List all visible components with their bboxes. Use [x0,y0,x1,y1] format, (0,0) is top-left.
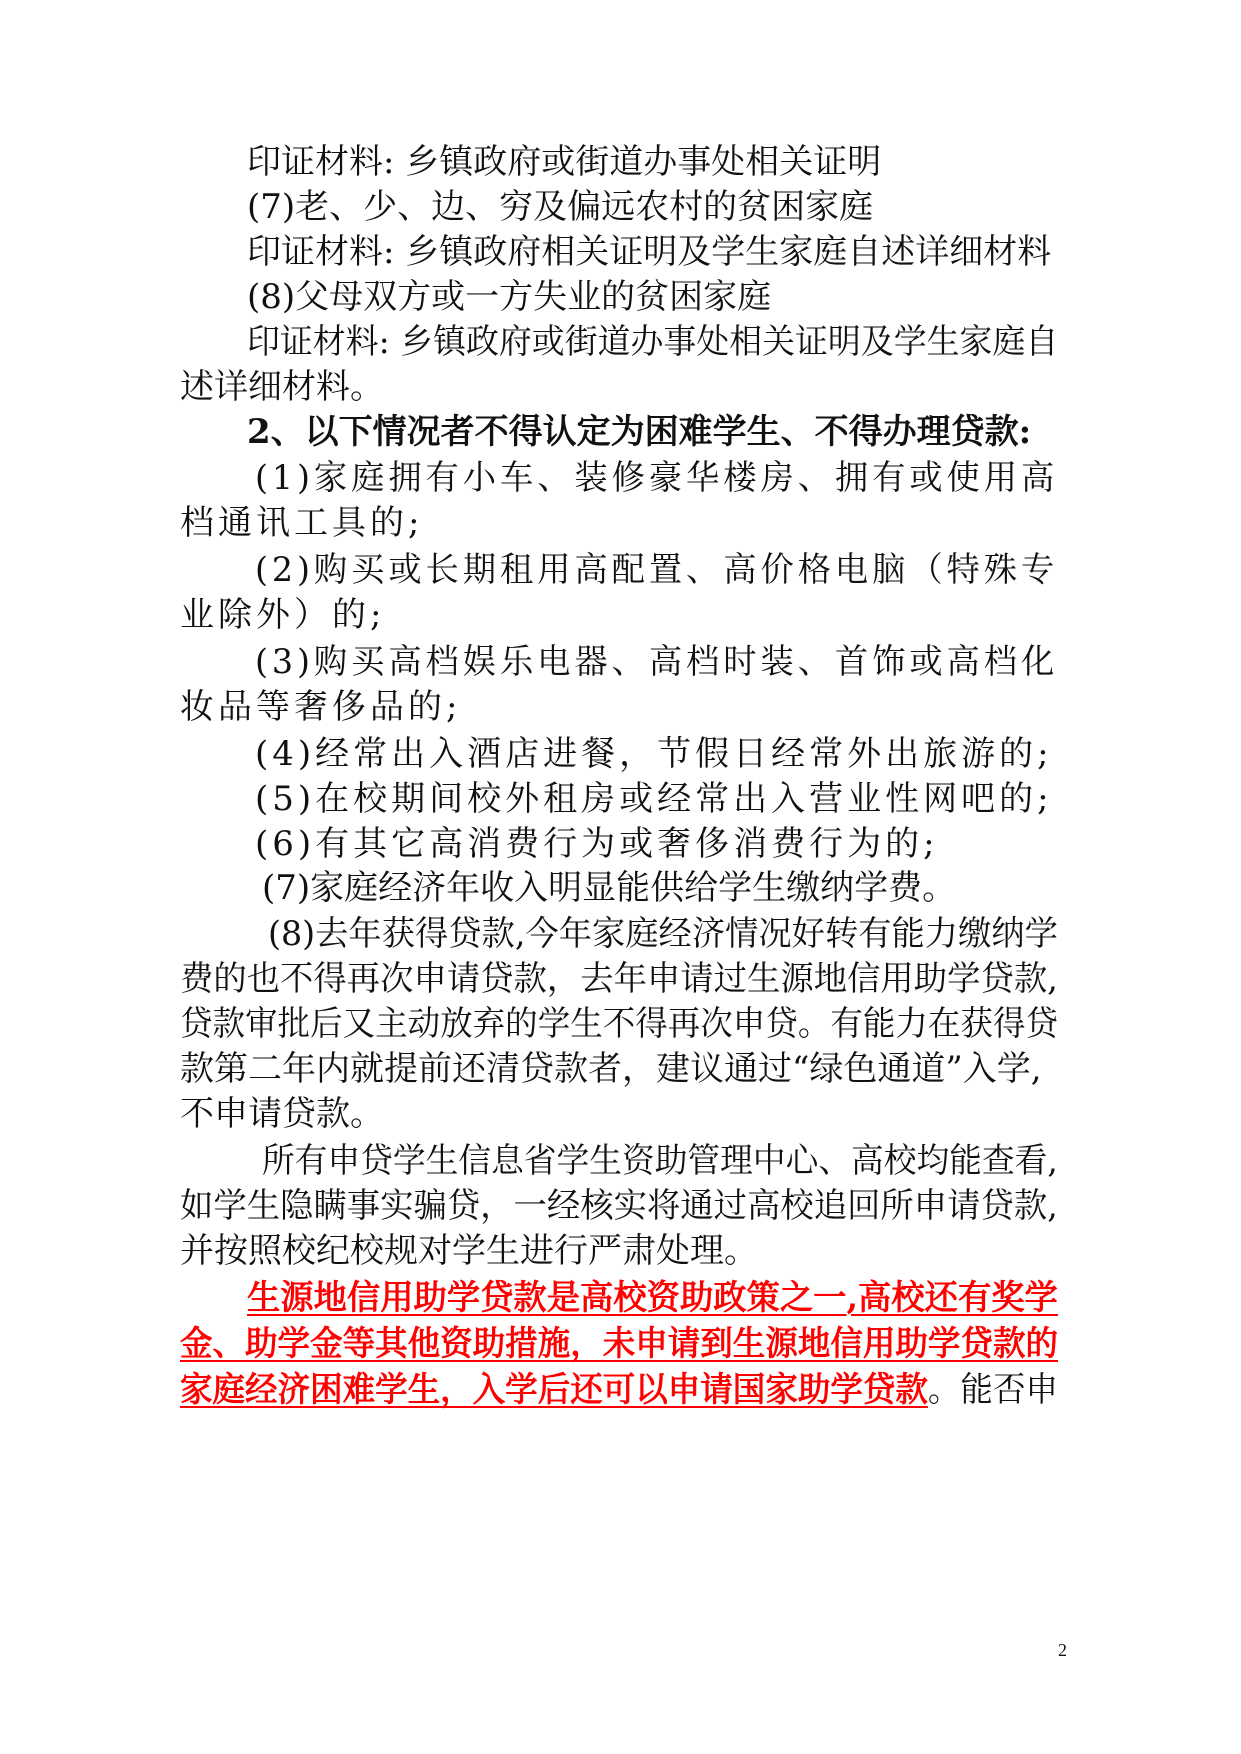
text-line: (7)老、少、边、穷及偏远农村的贫困家庭 [247,187,874,227]
text-line-mixed [180,1368,1058,1412]
highlighted-text-span: 家庭经济困难学生，入学后还可以申请国家助学贷款 [180,1370,928,1410]
text-line: (8)去年获得贷款,今年家庭经济情况好转有能力缴纳学 [268,914,1058,954]
text-line: (6)有其它高消费行为或奢侈消费行为的; [255,824,939,864]
text-line: (2)购买或长期租用高配置、高价格电脑（特殊专 [255,550,1059,590]
text-line: 印证材料: 乡镇政府或街道办事处相关证明及学生家庭自 [247,322,1059,362]
text-line: (5)在校期间校外租房或经常出入营业性网吧的; [255,779,1053,819]
highlighted-text-line: 生源地信用助学贷款是高校资助政策之一,高校还有奖学 [247,1278,1058,1318]
text-line: 业除外）的; [180,595,386,635]
text-line: (8)父母双方或一方失业的贫困家庭 [247,277,772,317]
text-line: (3)购买高档娱乐电器、高档时装、首饰或高档化 [255,642,1059,682]
text-line: 述详细材料。 [180,367,384,407]
text-line: 妆品等奢侈品的; [180,687,462,727]
text-line: 印证材料: 乡镇政府或街道办事处相关证明 [247,142,882,182]
page-number: 2 [1058,1640,1067,1660]
text-line: 并按照校纪校规对学生进行严肃处理。 [180,1231,758,1271]
text-line: 印证材料: 乡镇政府相关证明及学生家庭自述详细材料 [247,232,1052,272]
section-heading: 2、以下情况者不得认定为困难学生、不得办理贷款: [247,412,1032,452]
text-span: 。能否申 [927,1370,1058,1410]
text-line: (7)家庭经济年收入明显能供给学生缴纳学费。 [262,868,957,908]
text-line: 不申请贷款。 [180,1094,384,1134]
text-line: (1)家庭拥有小车、装修豪华楼房、拥有或使用高 [255,458,1059,498]
text-line: (4)经常出入酒店进餐，节假日经常外出旅游的; [255,734,1053,774]
text-line: 款第二年内就提前还清贷款者，建议通过“绿色通道”入学, [180,1049,1042,1089]
highlighted-text-line: 金、助学金等其他资助措施，未申请到生源地信用助学贷款的 [180,1324,1058,1364]
text-line: 费的也不得再次申请贷款，去年申请过生源地信用助学贷款, [180,959,1058,999]
text-line: 所有申贷学生信息省学生资助管理中心、高校均能查看, [262,1141,1058,1181]
text-line: 贷款审批后又主动放弃的学生不得再次申贷。有能力在获得贷 [180,1004,1058,1044]
text-line: 档通讯工具的; [180,503,424,543]
text-line: 如学生隐瞒事实骗贷，一经核实将通过高校追回所申请贷款, [180,1186,1058,1226]
